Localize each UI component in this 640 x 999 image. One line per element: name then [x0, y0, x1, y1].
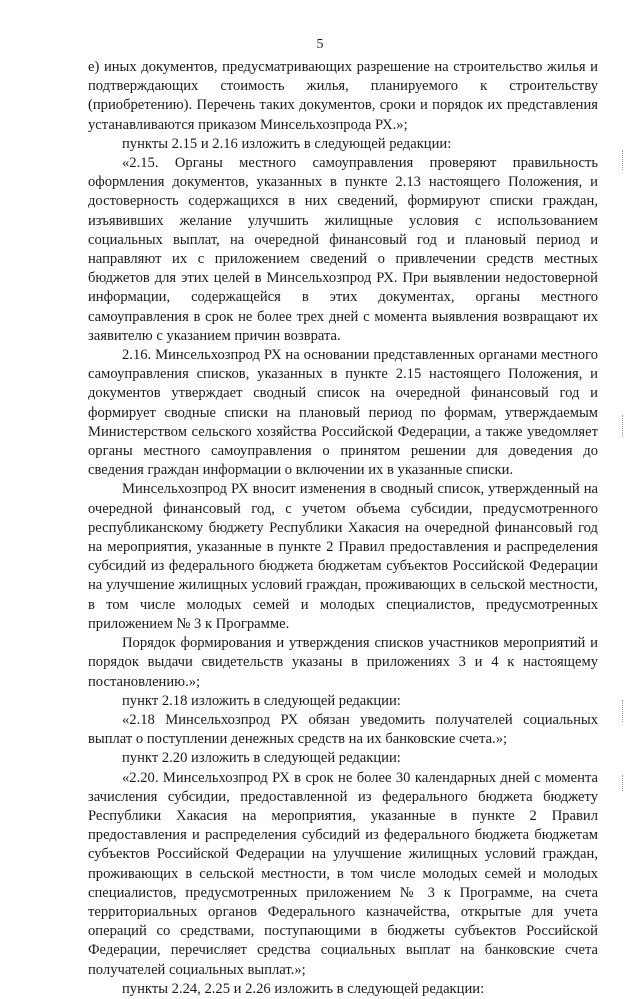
margin-scan-mark: [622, 700, 626, 722]
margin-scan-mark: [622, 415, 626, 437]
paragraph-instruction-2-24-2-26: пункты 2.24, 2.25 и 2.26 изложить в следующей редакции:: [122, 980, 485, 997]
document-body: [88, 58, 598, 999]
paragraph-2-20: «2.20. Минсельхозпрод РХ в срок не более 30 календарных дней с момента зачисления субсидии, предоставленной из федерального бюджета бюджету Республики Хакасия на мероприятия, указанные в пункте 2 Правил предоставления и распределения субсидий из федерального бюджета бюджетам субъектов Российской Федерации на улучшение жилищных условий граждан, проживающих в сельской местности, в том числе молодых семей и молодых специалистов, предусмотренных приложением № 3 к Программе, на счета территориальных органов Федерального казначейства, открытые для учета операций со средствами, поступающими в бюджеты субъектов Российской Федерации, перечисляет средства социальных выплат на банковские счета получателей социальных выплат.»;: [88, 769, 598, 978]
paragraph-2-15: «2.15. Органы местного самоуправления проверяют правильность оформления документов, указанных в пункте 2.13 настоящего Положения, и достоверность содержащихся в них сведений, формируют списки граждан, изъявивших желание улучшить жилищные условия с использованием социальных выплат, на очередной финансовый год и плановый период и направляют их с приложением сведений о привлечении средств местных бюджетов для этих целей в Минсельхозпрод РХ. При выявлении недостоверной информации, содержащейся в этих документах, органы местного самоуправления в срок не более трех дней с момента выявления возвращают их заявителю с указанием причин возврата.: [88, 155, 598, 344]
margin-scan-mark: [622, 150, 626, 170]
page-number: 5: [316, 37, 324, 52]
paragraph-instruction-2-20: пункт 2.20 изложить в следующей редакции:: [122, 750, 401, 767]
paragraph-instruction-2-18: пункт 2.18 изложить в следующей редакции:: [122, 692, 401, 709]
paragraph-2-18: «2.18 Минсельхозпрод РХ обязан уведомить получателей социальных выплат о поступлении денежных средств на их банковские счета.»;: [88, 711, 598, 748]
paragraph-poryadok: Порядок формирования и утверждения списков участников мероприятий и порядок выдачи свидетельств указаны в приложениях 3 и 4 к настоящему постановлению.»;: [88, 635, 598, 690]
paragraph-svodny-spisok: Минсельхозпрод РХ вносит изменения в сводный список, утвержденный на очередной финансовый год, с учетом объема субсидии, предусмотренного республиканскому бюджету Республики Хакасия на очередной финансовый год на мероприятия, указанные в пункте 2 Правил предоставления и распределения субсидий из федерального бюджета бюджетам субъектов Российской Федерации на улучшение жилищных условий граждан, проживающих в сельской местности, в том числе молодых семей и молодых специалистов, предусмотренных приложением № 3 к Программе.: [88, 481, 598, 632]
margin-scan-mark: [622, 775, 626, 791]
paragraph-instruction-2-15-2-16: пункты 2.15 и 2.16 изложить в следующей редакции:: [122, 135, 452, 152]
paragraph-2-16: 2.16. Минсельхозпрод РХ на основании представленных органами местного самоуправления списков, указанных в пункте 2.15 настоящего Положения, и документов утверждает сводный список на очередной финансовый год и формирует сводные списки на плановый период по формам, утверждаемым Министерством сельского хозяйства Российской Федерации, а также уведомляет органы местного самоуправления о принятом решении для доведения до сведения граждан информации о включении их в указанные списки.: [88, 347, 598, 479]
paragraph-item-e: е) иных документов, предусматривающих разрешение на строительство жилья и подтверждающих стоимость жилья, планируемого к строительству (приобретению). Перечень таких документов, сроки и порядок их представления устанавливаются приказом Минсельхозпрода РХ.»;: [88, 59, 598, 133]
